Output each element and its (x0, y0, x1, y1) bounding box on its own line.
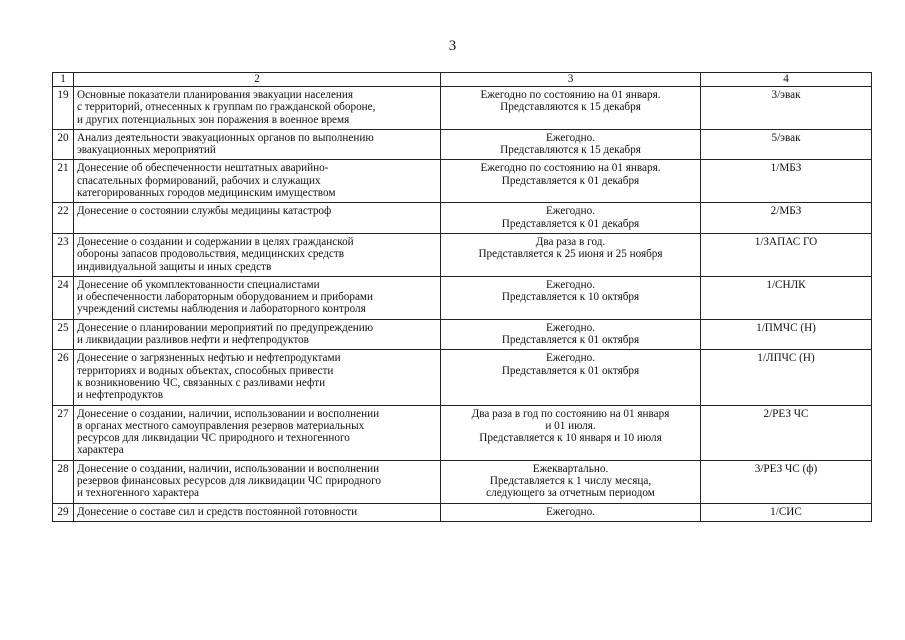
row-number: 21 (53, 160, 74, 203)
table-row (53, 319, 872, 350)
row-number: 27 (53, 405, 74, 460)
report-name: Анализ деятельности эвакуационных органов по выполнению эвакуационных мероприятий (74, 129, 441, 160)
report-form-code: 1/МБЗ (701, 160, 872, 203)
report-name: Донесение о загрязненных нефтью и нефтепродуктами территориях и водных объектах, способных привести к возникновению ЧС, связанных с разливами нефти и нефтепродуктов (74, 350, 441, 405)
table-body (53, 87, 872, 522)
reports-table (52, 72, 872, 522)
report-name: Донесение об обеспеченности нештатных аварийно- спасательных формирований, рабочих и служащих категорированных городов медицинским имуществом (74, 160, 441, 203)
report-period: Ежегодно. (441, 503, 701, 521)
report-name: Донесение о создании, наличии, использовании и восполнении в органах местного самоуправления резервов материальных ресурсов для ликвидации ЧС природного и техногенного характера (74, 405, 441, 460)
report-period: Два раза в год по состоянию на 01 января и 01 июля. Представляется к 10 января и 10 июля (441, 405, 701, 460)
report-period: Ежегодно. Представляются к 15 декабря (441, 129, 701, 160)
row-number: 25 (53, 319, 74, 350)
report-form-code: 1/ЛПЧС (Н) (701, 350, 872, 405)
row-number: 29 (53, 503, 74, 521)
report-period: Ежегодно. Представляется к 01 октября (441, 350, 701, 405)
report-form-code: 2/РЕЗ ЧС (701, 405, 872, 460)
report-form-code: 3/эвак (701, 87, 872, 130)
row-number: 20 (53, 129, 74, 160)
column-header-4: 4 (701, 73, 872, 87)
report-period: Ежегодно по состоянию на 01 января. Представляются к 15 декабря (441, 87, 701, 130)
column-header-2: 2 (74, 73, 441, 87)
table-row (53, 405, 872, 460)
table-row (53, 276, 872, 319)
report-name: Донесение о состоянии службы медицины катастроф (74, 203, 441, 234)
report-period: Ежегодно. Представляется к 10 октября (441, 276, 701, 319)
row-number: 19 (53, 87, 74, 130)
report-period: Два раза в год. Представляется к 25 июня и 25 ноября (441, 233, 701, 276)
row-number: 23 (53, 233, 74, 276)
table-row (53, 203, 872, 234)
report-period: Ежегодно. Представляется к 01 декабря (441, 203, 701, 234)
report-name: Основные показатели планирования эвакуации населения с территорий, отнесенных к группам по гражданской обороне, и других потенциальных зон поражения в военное время (74, 87, 441, 130)
page-number: 3 (448, 38, 457, 54)
table-row (53, 87, 872, 130)
column-header-1: 1 (53, 73, 74, 87)
report-name: Донесение о планировании мероприятий по предупреждению и ликвидации разливов нефти и нефтепродуктов (74, 319, 441, 350)
report-form-code: 1/СИС (701, 503, 872, 521)
report-form-code: 2/МБЗ (701, 203, 872, 234)
row-number: 26 (53, 350, 74, 405)
report-form-code: 1/СНЛК (701, 276, 872, 319)
report-form-code: 1/ЗАПАС ГО (701, 233, 872, 276)
row-number: 24 (53, 276, 74, 319)
table-row (53, 129, 872, 160)
table-row (53, 233, 872, 276)
report-form-code: 5/эвак (701, 129, 872, 160)
report-name: Донесение о создании и содержании в целях гражданской обороны запасов продовольствия, медицинских средств индивидуальной защиты и иных средств (74, 233, 441, 276)
row-number: 22 (53, 203, 74, 234)
table-row (53, 350, 872, 405)
report-name: Донесение о составе сил и средств постоянной готовности (74, 503, 441, 521)
column-header-3: 3 (441, 73, 701, 87)
table-row (53, 460, 872, 503)
table-row (53, 160, 872, 203)
report-period: Ежегодно по состоянию на 01 января. Представляется к 01 декабря (441, 160, 701, 203)
report-form-code: 1/ПМЧС (Н) (701, 319, 872, 350)
report-period: Ежеквартально. Представляется к 1 числу месяца, следующего за отчетным периодом (441, 460, 701, 503)
report-form-code: 3/РЕЗ ЧС (ф) (701, 460, 872, 503)
table-header-row (53, 73, 872, 87)
table-row (53, 503, 872, 521)
report-name: Донесение об укомплектованности специалистами и обеспеченности лабораторным оборудованием и приборами учреждений системы наблюдения и лабораторного контроля (74, 276, 441, 319)
row-number: 28 (53, 460, 74, 503)
report-period: Ежегодно. Представляется к 01 октября (441, 319, 701, 350)
report-name: Донесение о создании, наличии, использовании и восполнении резервов финансовых ресурсов для ликвидации ЧС природного и техногенного характера (74, 460, 441, 503)
